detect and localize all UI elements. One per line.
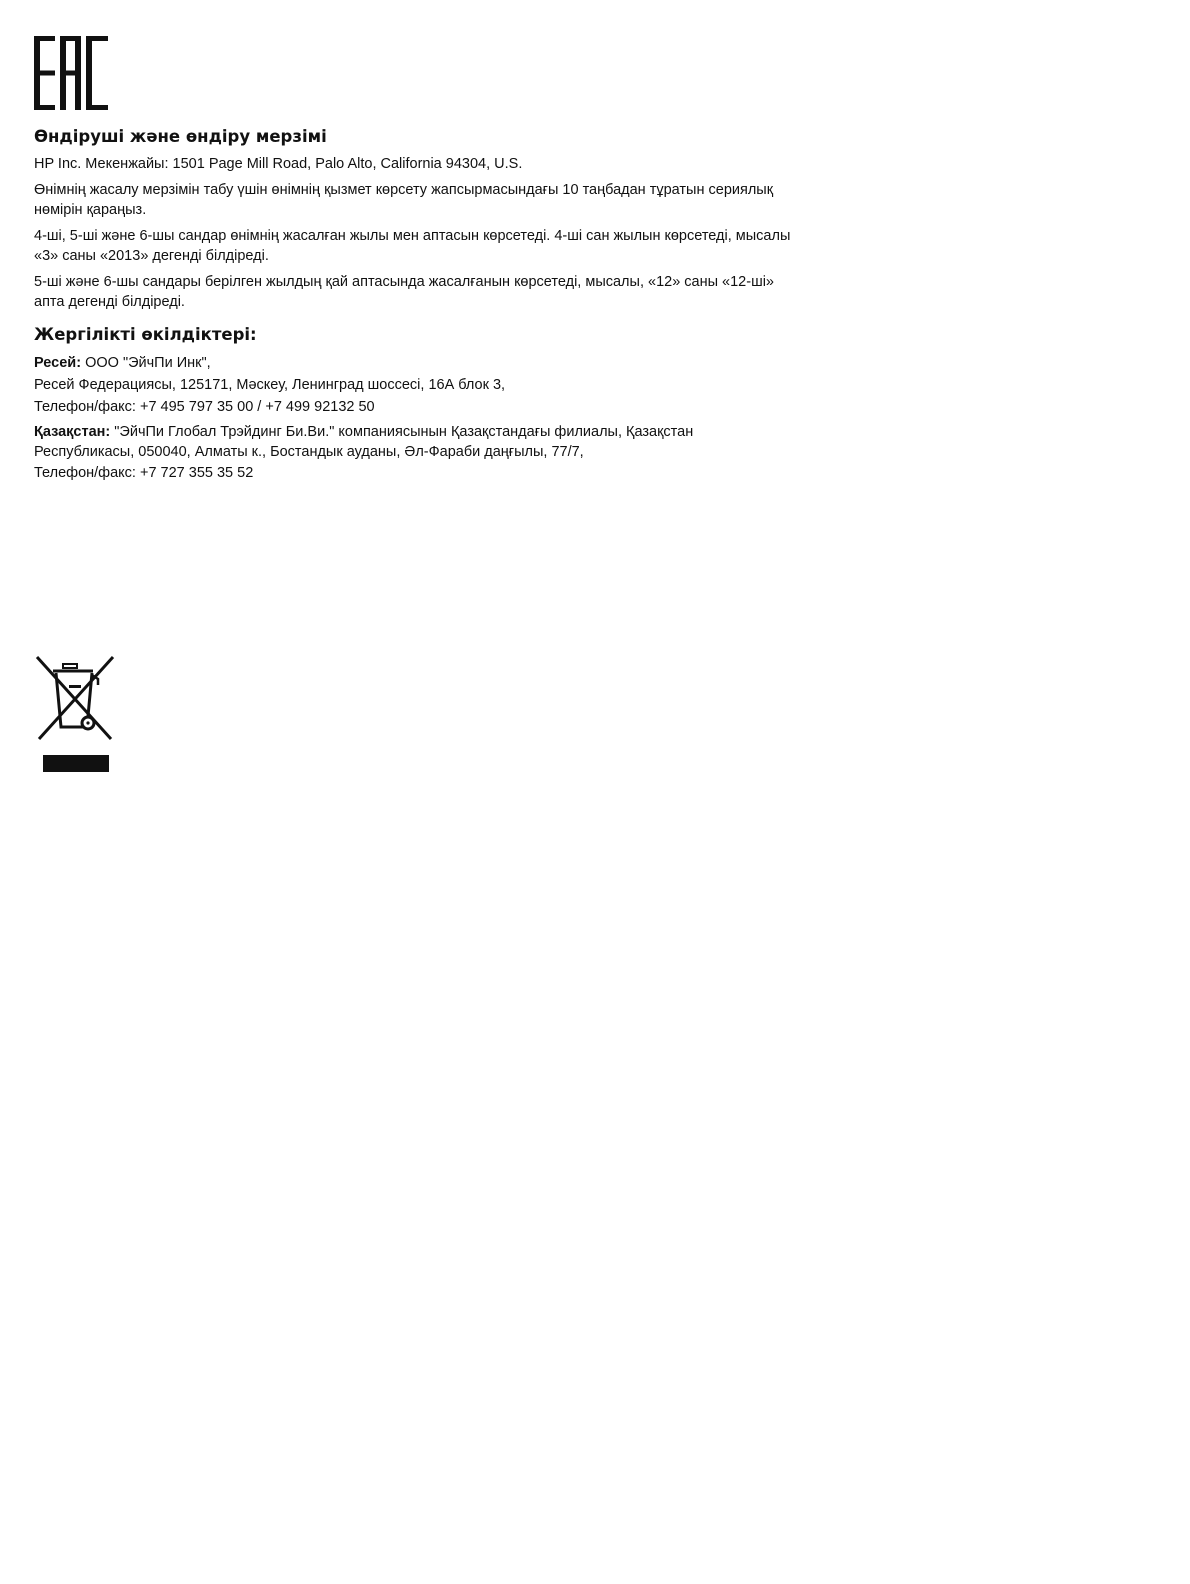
kazakhstan-phone: Телефон/факс: +7 727 355 35 52 bbox=[34, 465, 254, 481]
kazakhstan-text: "ЭйчПи Глобал Трэйдинг Би.Ви." компаниясынын Қазақстандағы филиалы, Қазақстан Республикасы, 050040, Алматы к., Бостандык ауданы, Әл-Фараби даңғылы, 77/7, bbox=[34, 424, 694, 460]
russia-name: ООО "ЭйчПи Инк", bbox=[81, 355, 211, 371]
russia-label: Ресей: bbox=[34, 355, 82, 371]
russia-line bbox=[34, 352, 794, 374]
week-paragraph: 5-ші және 6-шы сандары берілген жылдың қай аптасында жасалғанын көрсетеді, мысалы, «12» саны «12-ші» апта дегенді білдіреді. bbox=[34, 274, 774, 310]
kazakhstan-representative bbox=[34, 422, 794, 484]
kazakhstan-label: Қазақстан: bbox=[34, 424, 111, 440]
russia-address: Ресей Федерациясы, 125171, Мәскеу, Ленинград шоссесі, 16А блок 3, bbox=[34, 377, 506, 393]
russia-phone: Телефон/факс: +7 495 797 35 00 / +7 499 92132 50 bbox=[34, 399, 375, 415]
representatives-heading: Жергілікті өкілдіктері: bbox=[34, 325, 257, 344]
eac-logo-icon bbox=[34, 36, 108, 110]
manufacturer-address: HP Inc. Мекенжайы: 1501 Page Mill Road, Palo Alto, California 94304, U.S. bbox=[34, 156, 523, 172]
manufacturer-heading: Өндіруші және өндіру мерзімі bbox=[34, 127, 327, 146]
kazakhstan-paragraph bbox=[34, 422, 794, 462]
russia-representative bbox=[34, 352, 794, 418]
document-content bbox=[34, 126, 794, 484]
crossed-out-wheelie-bin-icon bbox=[35, 655, 115, 773]
serial-number-paragraph: Өнімнің жасалу мерзімін табу үшін өнімнің қызмет көрсету жапсырмасындағы 10 таңбадан тұратын сериялық нөмірін қараңыз. bbox=[34, 182, 774, 218]
year-week-paragraph: 4-ші, 5-ші және 6-шы сандар өнімнің жасалған жылы мен аптасын көрсетеді. 4-ші сан жылын көрсетеді, мысалы «3» саны «2013» дегенді білдіреді. bbox=[34, 228, 791, 264]
